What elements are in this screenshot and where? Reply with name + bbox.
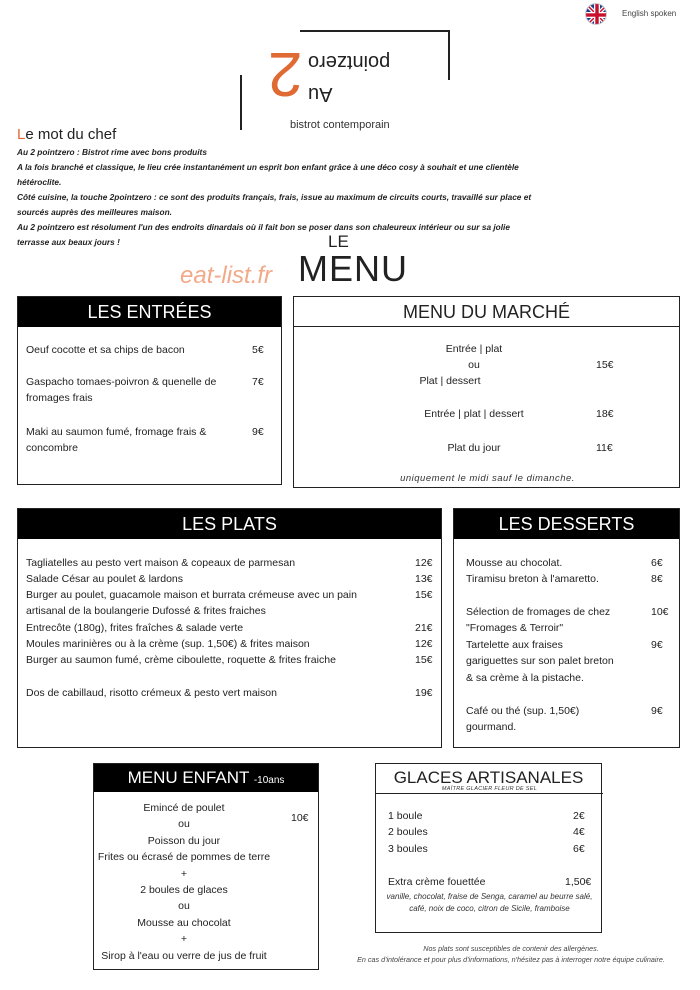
plats-section: [17, 508, 442, 748]
marche-price: 11€: [596, 442, 613, 454]
enfant-price: 10€: [291, 812, 309, 824]
dessert-price: 8€: [651, 573, 663, 585]
enfant-line: Sirop à l'eau ou verre de jus de fruit: [101, 949, 267, 962]
marche-price: 15€: [596, 359, 614, 371]
plat-price: 21€: [415, 622, 433, 634]
plat-item: Salade César au poulet & lardons: [26, 573, 184, 585]
desserts-section: [453, 508, 680, 748]
entree-item: Oeuf cocotte et sa chips de bacon: [26, 344, 185, 356]
menu-le: LE: [328, 232, 349, 251]
restaurant-logo: [240, 30, 455, 130]
dessert-price: 9€: [651, 639, 663, 651]
plat-item: Dos de cabillaud, risotto crémeux & pesto vert maison: [26, 687, 277, 699]
chef-line: sourcés auprès des meilleures maison.: [17, 207, 172, 217]
logo-subtitle: bistrot contemporain: [290, 119, 390, 131]
plat-price: 15€: [415, 654, 433, 666]
chef-line: terrasse aux beaux jours !: [17, 237, 120, 247]
enfant-line: Poisson du jour: [147, 834, 221, 847]
glace-price: 6€: [573, 843, 585, 855]
glace-item: 2 boules: [388, 826, 428, 838]
allergen-line: Nos plats sont susceptibles de contenir des allergènes.: [423, 944, 599, 953]
entrees-section: [17, 296, 282, 485]
entree-item: Maki au saumon fumé, fromage frais & concombre: [26, 426, 207, 454]
plat-item: Tagliatelles au pesto vert maison & copeaux de parmesan: [26, 557, 296, 569]
enfant-line: Emincé de poulet: [143, 802, 225, 814]
watermark: eat-list.fr: [180, 262, 273, 289]
entree-price: 9€: [252, 426, 264, 438]
dessert-item: Sélection de fromages de chez "Fromages & Terroir": [466, 606, 611, 635]
glaces-section: [375, 763, 602, 933]
glace-item: 1 boule: [388, 810, 423, 822]
plat-item: Entrecôte (180g), frites fraîches & salade verte: [26, 622, 244, 634]
glace-price: 4€: [573, 826, 585, 838]
entrees-title: LES ENTRÉES: [18, 297, 281, 327]
chef-title-rest: e mot du chef: [25, 126, 117, 143]
plat-item: Burger au poulet, guacamole maison et burrata crémeuse avec un pain artisanal de la boulangerie Dufossé & frites fraiches: [26, 589, 357, 617]
glaces-subtitle: MAÎTRE GLACIER FLEUR DE SEL: [376, 786, 603, 794]
dessert-price: 6€: [651, 557, 663, 569]
chef-section: [17, 126, 687, 250]
glaces-title: GLACES ARTISANALES: [393, 768, 584, 787]
allergen-note: [326, 943, 696, 965]
chef-line: Au 2 pointzero : Bistrot rime avec bons produits: [17, 147, 207, 157]
enfant-line: ou: [178, 818, 190, 831]
enfant-age: -10ans: [253, 775, 285, 786]
enfant-line: +: [180, 867, 188, 880]
dessert-price: 9€: [651, 705, 663, 717]
marche-formula-line: Entrée | plat: [445, 343, 503, 355]
glace-extra-price: 1,50€: [565, 876, 592, 888]
glace-price: 2€: [573, 810, 585, 822]
logo-line-right: [448, 30, 450, 80]
enfant-line: Mousse au chocolat: [137, 916, 231, 929]
chef-line: Côté cuisine, la touche 2pointzero : ce sont des produits français, frais, issue au maximum de circuits courts, travaillé sur place et: [17, 192, 532, 202]
enfant-line: +: [180, 933, 188, 946]
plat-price: 13€: [415, 573, 433, 585]
enfant-line: ou: [178, 900, 190, 913]
marche-section: [293, 296, 680, 488]
logo-au: Au: [308, 83, 333, 105]
plat-price: 12€: [415, 557, 433, 569]
plat-item: Moules marinières ou à la crème (sup. 1,50€) & frites maison: [26, 638, 310, 650]
enfant-line: Frites ou écrasé de pommes de terre: [97, 851, 271, 864]
plat-price: 19€: [415, 687, 433, 699]
entree-price: 5€: [252, 344, 264, 356]
enfant-list: [94, 800, 274, 964]
enfant-line: 2 boules de glaces: [140, 884, 228, 897]
marche-note: uniquement le midi sauf le dimanche.: [400, 473, 575, 484]
chef-line: Au 2 pointzero est résolument l'un des endroits dinardais où il fait bon se poser dans son chaleureux intérieur ou sur sa jolie: [17, 222, 510, 232]
allergen-line: En cas d'intolérance et pour plus d'informations, n'hésitez pas à interroger notre équipe culinaire.: [357, 955, 665, 964]
marche-price: 18€: [596, 408, 614, 420]
marche-formula-line: Plat du jour: [447, 442, 501, 454]
marche-formula-line: Plat | dessert: [419, 375, 481, 387]
dessert-item: Café ou thé (sup. 1,50€) gourmand.: [466, 705, 580, 734]
chef-line: hétéroclite.: [17, 177, 62, 187]
enfant-section: [93, 763, 319, 970]
menu-title: MENU: [298, 248, 408, 289]
glace-item: 3 boules: [388, 843, 428, 855]
logo-numeral: 2: [268, 39, 303, 108]
language-label[interactable]: English spoken: [622, 9, 677, 18]
chef-title-initial: L: [17, 126, 26, 143]
glace-flavors: vanille, chocolat, fraise de Senga, caramel au beurre salé, café, noix de coco, citron de Sicile, framboise: [386, 892, 593, 913]
dessert-item: Tartelette aux fraises gariguettes sur son palet breton & sa crème à la pistache.: [466, 639, 614, 684]
enfant-title-bar: [94, 764, 318, 792]
dessert-item: Tiramisu breton à l'amaretto.: [466, 573, 599, 585]
plats-title: LES PLATS: [18, 509, 441, 539]
dessert-price: 10€: [651, 606, 669, 618]
chef-line: A la fois branché et classique, le lieu crée instantanément un esprit bon enfant grâce à une déco cosy à souhait et une clientèle: [17, 162, 519, 172]
logo-line-top: [300, 30, 450, 32]
entree-price: 7€: [252, 376, 264, 388]
logo-line-left: [240, 75, 242, 130]
glace-extra: Extra crème fouettée: [388, 876, 486, 888]
plat-price: 15€: [415, 589, 433, 601]
chef-title: [17, 126, 687, 143]
marche-formula-line: Entrée | plat | dessert: [424, 408, 524, 420]
enfant-title: MENU ENFANT: [127, 768, 250, 787]
marche-title: MENU DU MARCHÉ: [294, 297, 679, 327]
logo-word: pointzero: [308, 51, 391, 73]
chef-text: [17, 145, 687, 250]
desserts-title: LES DESSERTS: [454, 509, 679, 539]
plat-item: Burger au saumon fumé, crème ciboulette, roquette & frites fraiche: [26, 654, 336, 666]
plat-price: 12€: [415, 638, 433, 650]
uk-flag-icon[interactable]: [585, 3, 607, 25]
marche-formula-or: ou: [468, 359, 480, 371]
dessert-item: Mousse au chocolat.: [466, 557, 563, 569]
entree-item: Gaspacho tomaes-poivron & quenelle de fromages frais: [26, 376, 217, 404]
